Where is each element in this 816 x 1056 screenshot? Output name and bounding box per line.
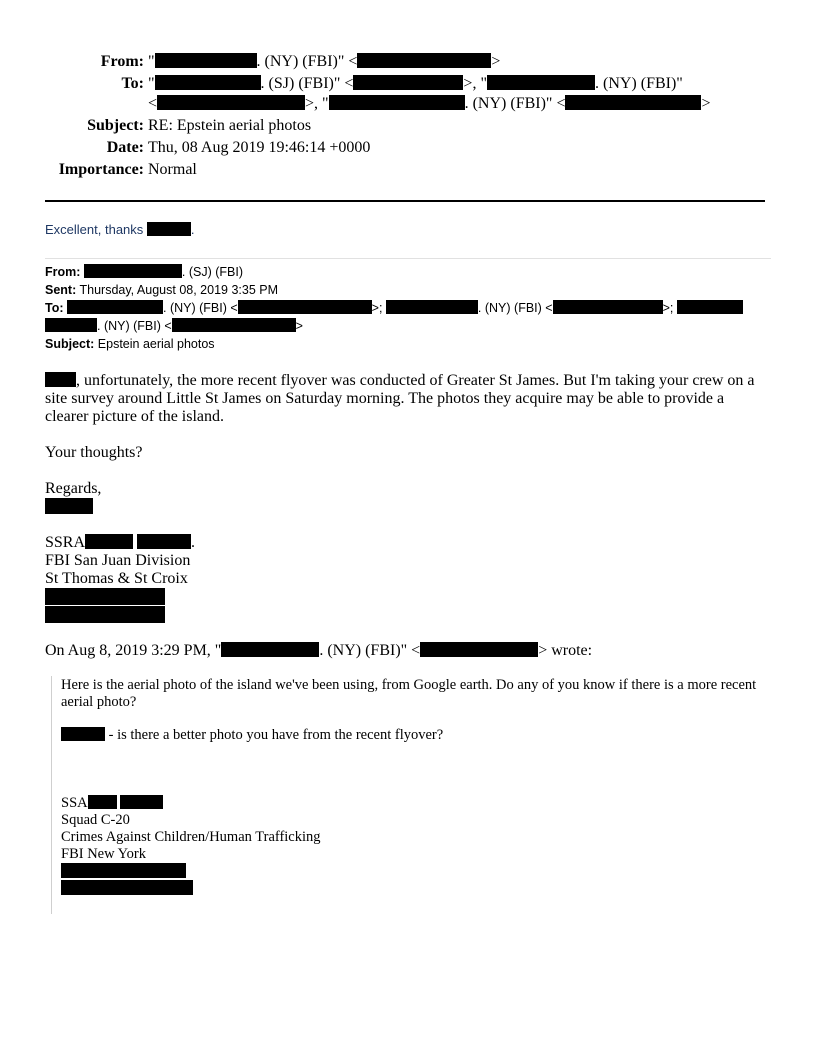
redaction (353, 75, 463, 90)
quoted-signature-email (61, 880, 193, 898)
subject-value: RE: Epstein aerial photos (148, 117, 312, 134)
paragraph: clearer picture of the island. (45, 408, 225, 425)
quoted-line: Here is the aerial photo of the island we've been using, from Google earth. Do any of you know if there is a more recent (61, 677, 757, 693)
redaction (172, 318, 296, 332)
to-label: To: (121, 75, 144, 92)
fwd-to-row: To: . (NY) (FBI) < >; . (NY) (FBI) < >; (45, 299, 743, 317)
date-label: Date: (106, 139, 144, 156)
redaction (553, 300, 663, 314)
signature-email (45, 606, 165, 626)
redaction (677, 300, 743, 314)
redaction (45, 318, 97, 332)
paragraph: Your thoughts? (45, 444, 143, 461)
forward-divider (45, 258, 771, 259)
redaction (329, 95, 465, 110)
redaction (238, 300, 372, 314)
redaction (357, 53, 491, 68)
paragraph: site survey around Little St James on Saturday morning. The photos they acquire may be able to provide a (45, 390, 725, 407)
redaction (155, 75, 261, 90)
fwd-subject-row: Subject: Epstein aerial photos (45, 337, 215, 351)
signature-phone (45, 588, 165, 608)
redaction (88, 795, 117, 809)
redaction (45, 498, 93, 514)
signature-name (45, 498, 93, 517)
header-divider (45, 200, 765, 202)
quote-attribution: On Aug 8, 2019 3:29 PM, " . (NY) (FBI)" < > wrote: (45, 642, 593, 659)
message-body (45, 372, 775, 426)
reply-text: Excellent, thanks . (45, 222, 195, 237)
redaction (85, 534, 133, 549)
redaction (420, 642, 538, 657)
signature-title: SSRA . (45, 534, 196, 551)
redaction (120, 795, 163, 809)
redaction (61, 727, 105, 741)
email-page: From: " . (NY) (FBI)" < > To: " . (SJ) (FBI)" < >, " . (NY) (FBI)" < >, " . (NY) (FBI)" < > Subject: RE: Epstein aerial photos Date: Thu, 08 Aug 2019 19:46:14 +0000 Importance: Normal Excellent, thanks . From: . (SJ) (FBI) Sent: Thursday, August 08, 2019 3:35 PM To: . (NY) (FBI) < >; . (NY) (FBI) < >; . (NY) (FBI) < > Subject: Epstein aerial photos , unfortunately, the more recent flyover was conducted of Greater St James. But I'm taking your crew on a site survey around Little St James on Saturday morning. The photos they acquire may be able to provide a clearer picture of the island. Your thoughts? Regards, SSRA . FBI San Juan Division St Thomas & St Croix On Aug 8, 2019 3:29 PM, " . (NY) (FBI)" < > wrote: Here is the aerial photo of the island we've been using, from Google earth. Do any of you know if there is a more recent aerial photo? - is there a better photo you have from the recent flyover? SSA Squad C-20 Crimes Against Children/Human Trafficking FBI New York (0, 0, 816, 1056)
from-label: From: (100, 53, 144, 70)
redaction (45, 606, 165, 623)
quoted-signature-unit: Crimes Against Children/Human Trafficking (61, 829, 321, 845)
redaction (45, 372, 76, 387)
fwd-from-row: From: . (SJ) (FBI) (45, 265, 244, 279)
regards: Regards, (45, 480, 102, 497)
redaction (45, 588, 165, 605)
redaction (137, 534, 191, 549)
fwd-sent-row: Sent: Thursday, August 08, 2019 3:35 PM (45, 283, 279, 297)
paragraph: , unfortunately, the more recent flyover was conducted of Greater St James. But I'm taking your crew on a (45, 372, 775, 390)
redaction (61, 863, 186, 878)
redaction (155, 53, 257, 68)
redaction (147, 222, 191, 236)
signature-division: FBI San Juan Division (45, 552, 191, 569)
redaction (84, 264, 182, 278)
importance-label: Importance: (58, 161, 144, 178)
quoted-line: - is there a better photo you have from the recent flyover? (61, 727, 443, 744)
subject-label: Subject: (87, 117, 144, 134)
quoted-signature-squad: Squad C-20 (61, 812, 130, 828)
signature-location: St Thomas & St Croix (45, 570, 188, 587)
redaction (565, 95, 701, 110)
quoted-signature-title: SSA (61, 795, 163, 812)
redaction (487, 75, 595, 90)
quoted-signature-office: FBI New York (61, 846, 147, 862)
fwd-to-row-2: . (NY) (FBI) < > (45, 317, 303, 335)
quoted-line: aerial photo? (61, 694, 137, 710)
redaction (67, 300, 163, 314)
date-value: Thu, 08 Aug 2019 19:46:14 +0000 (148, 139, 371, 156)
redaction (61, 880, 193, 895)
from-value: " (148, 53, 155, 70)
quote-bar (51, 676, 52, 914)
importance-value: Normal (148, 161, 197, 178)
redaction (221, 642, 319, 657)
redaction (157, 95, 305, 110)
redaction (386, 300, 478, 314)
quoted-signature-phone (61, 863, 186, 881)
